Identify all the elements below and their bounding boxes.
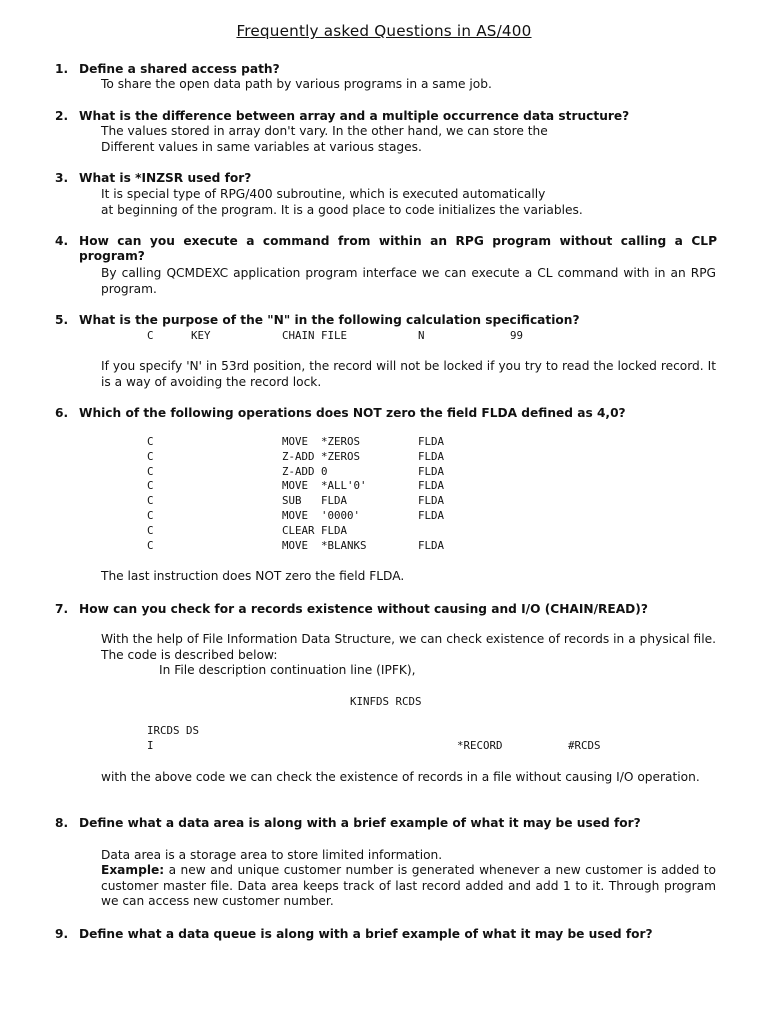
question-2	[55, 109, 720, 124]
code-kinfds: KINFDS RCDS	[350, 695, 422, 708]
question-number: 5.	[55, 313, 69, 327]
code-operation: Z-ADD *ZEROS	[282, 449, 361, 463]
answer-2	[101, 124, 716, 155]
code-field: FLDA	[418, 508, 445, 522]
code-rcds: #RCDS	[568, 739, 601, 752]
question-number: 9.	[55, 927, 69, 941]
code-field: FLDA	[418, 464, 445, 478]
answer-7-intro: With the help of File Information Data Structure, we can check existence of records in a physical file. The code is described below:	[101, 632, 716, 662]
answer-4: By calling QCMDEXC application program interface we can execute a CL command with in an RPG program.	[101, 266, 716, 296]
question-8	[55, 816, 720, 831]
code-row	[147, 509, 498, 524]
code-field	[418, 524, 498, 539]
code-operation: SUB FLDA	[282, 494, 348, 508]
answer-line: It is special type of RPG/400 subroutine, which is executed automatically	[101, 187, 546, 201]
code-c: C	[147, 523, 154, 537]
question-number: 7.	[55, 602, 69, 616]
code-c: C	[147, 464, 154, 478]
code-c: C	[147, 538, 154, 552]
code-c: C	[147, 435, 154, 448]
question-5	[55, 313, 720, 328]
code-row	[147, 479, 498, 494]
code-operation: MOVE '0000'	[282, 508, 361, 522]
answer-line: at beginning of the program. It is a good place to code initializes the variables.	[101, 202, 583, 217]
answer-7-outro: with the above code we can check the existence of records in a file without causing I/O operation.	[101, 770, 700, 784]
code-operation: CHAIN FILE	[282, 329, 348, 342]
answer-3	[101, 187, 716, 218]
code-row	[147, 539, 498, 554]
code-field: FLDA	[418, 494, 445, 508]
question-text: Define what a data queue is along with a brief example of what it may be used for?	[79, 927, 653, 941]
question-1	[55, 62, 720, 77]
answer-line: The values stored in array don't vary. In the other hand, we can store the	[101, 124, 548, 138]
page-title: Frequently asked Questions in AS/400	[236, 22, 532, 40]
answer-6: The last instruction does NOT zero the field FLDA.	[101, 569, 405, 583]
question-6	[55, 406, 720, 421]
question-number: 2.	[55, 109, 69, 123]
code-record: *RECORD	[457, 739, 503, 752]
code-n: N	[418, 329, 425, 342]
code-operation: MOVE *ZEROS	[282, 435, 361, 448]
code-operation: MOVE *BLANKS	[282, 538, 367, 552]
example-text: a new and unique customer number is generated whenever a new customer is added to customer master file. Data area keeps track of last record added and add 1 to it. Through program we can access new customer number.	[101, 863, 716, 908]
code-c: C	[147, 479, 154, 493]
question-number: 1.	[55, 62, 69, 76]
code-c: C	[147, 449, 154, 463]
code-row	[147, 465, 498, 480]
code-operation: Z-ADD 0	[282, 464, 328, 478]
question-3	[55, 171, 720, 186]
code-c: C	[147, 508, 154, 522]
question-4	[55, 234, 720, 264]
code-field: FLDA	[418, 435, 445, 448]
code-c: C	[147, 329, 154, 342]
question-number: 6.	[55, 406, 69, 420]
answer-1: To share the open data path by various programs in a same job.	[101, 77, 492, 91]
code-indicator: 99	[510, 329, 524, 342]
question-text: What is *INZSR used for?	[79, 171, 252, 185]
question-text: How can you check for a records existence without causing and I/O (CHAIN/READ)?	[79, 602, 648, 616]
code-row	[147, 450, 498, 465]
answer-8-line1: Data area is a storage area to store limited information.	[101, 848, 443, 862]
answer-5: If you specify 'N' in 53rd position, the record will not be locked if you try to read the locked record. It is a way of avoiding the record lock.	[101, 359, 716, 389]
code-field: FLDA	[418, 538, 445, 552]
code-c: C	[147, 494, 154, 508]
question-number: 8.	[55, 816, 69, 830]
example-label: Example:	[101, 863, 165, 877]
question-text: Which of the following operations does NOT zero the field FLDA defined as 4,0?	[79, 406, 626, 420]
code-i: I	[147, 739, 154, 752]
question-9	[55, 927, 720, 942]
question-text: What is the difference between array and a multiple occurrence data structure?	[79, 109, 630, 123]
code-operation: MOVE *ALL'0'	[282, 479, 367, 493]
question-7	[55, 602, 720, 617]
question-text: What is the purpose of the "N" in the following calculation specification?	[79, 313, 580, 327]
answer-7-indent: In File description continuation line (IPFK),	[159, 663, 416, 677]
question-number: 3.	[55, 171, 69, 185]
question-text: How can you execute a command from within an RPG program without calling a CLP program?	[79, 234, 717, 263]
answer-8-example	[101, 863, 716, 910]
question-text: Define what a data area is along with a brief example of what it may be used for?	[79, 816, 641, 830]
code-field: FLDA	[418, 449, 445, 463]
code-listing	[147, 435, 498, 553]
code-ds: IRCDS DS	[147, 724, 200, 737]
answer-line: Different values in same variables at various stages.	[101, 139, 422, 154]
code-row	[147, 524, 498, 539]
code-operation: CLEAR FLDA	[282, 523, 348, 537]
question-number: 4.	[55, 234, 69, 248]
code-row	[147, 435, 498, 450]
question-text: Define a shared access path?	[79, 62, 280, 76]
code-key: KEY	[191, 329, 211, 342]
code-row	[147, 494, 498, 509]
code-field: FLDA	[418, 479, 445, 493]
